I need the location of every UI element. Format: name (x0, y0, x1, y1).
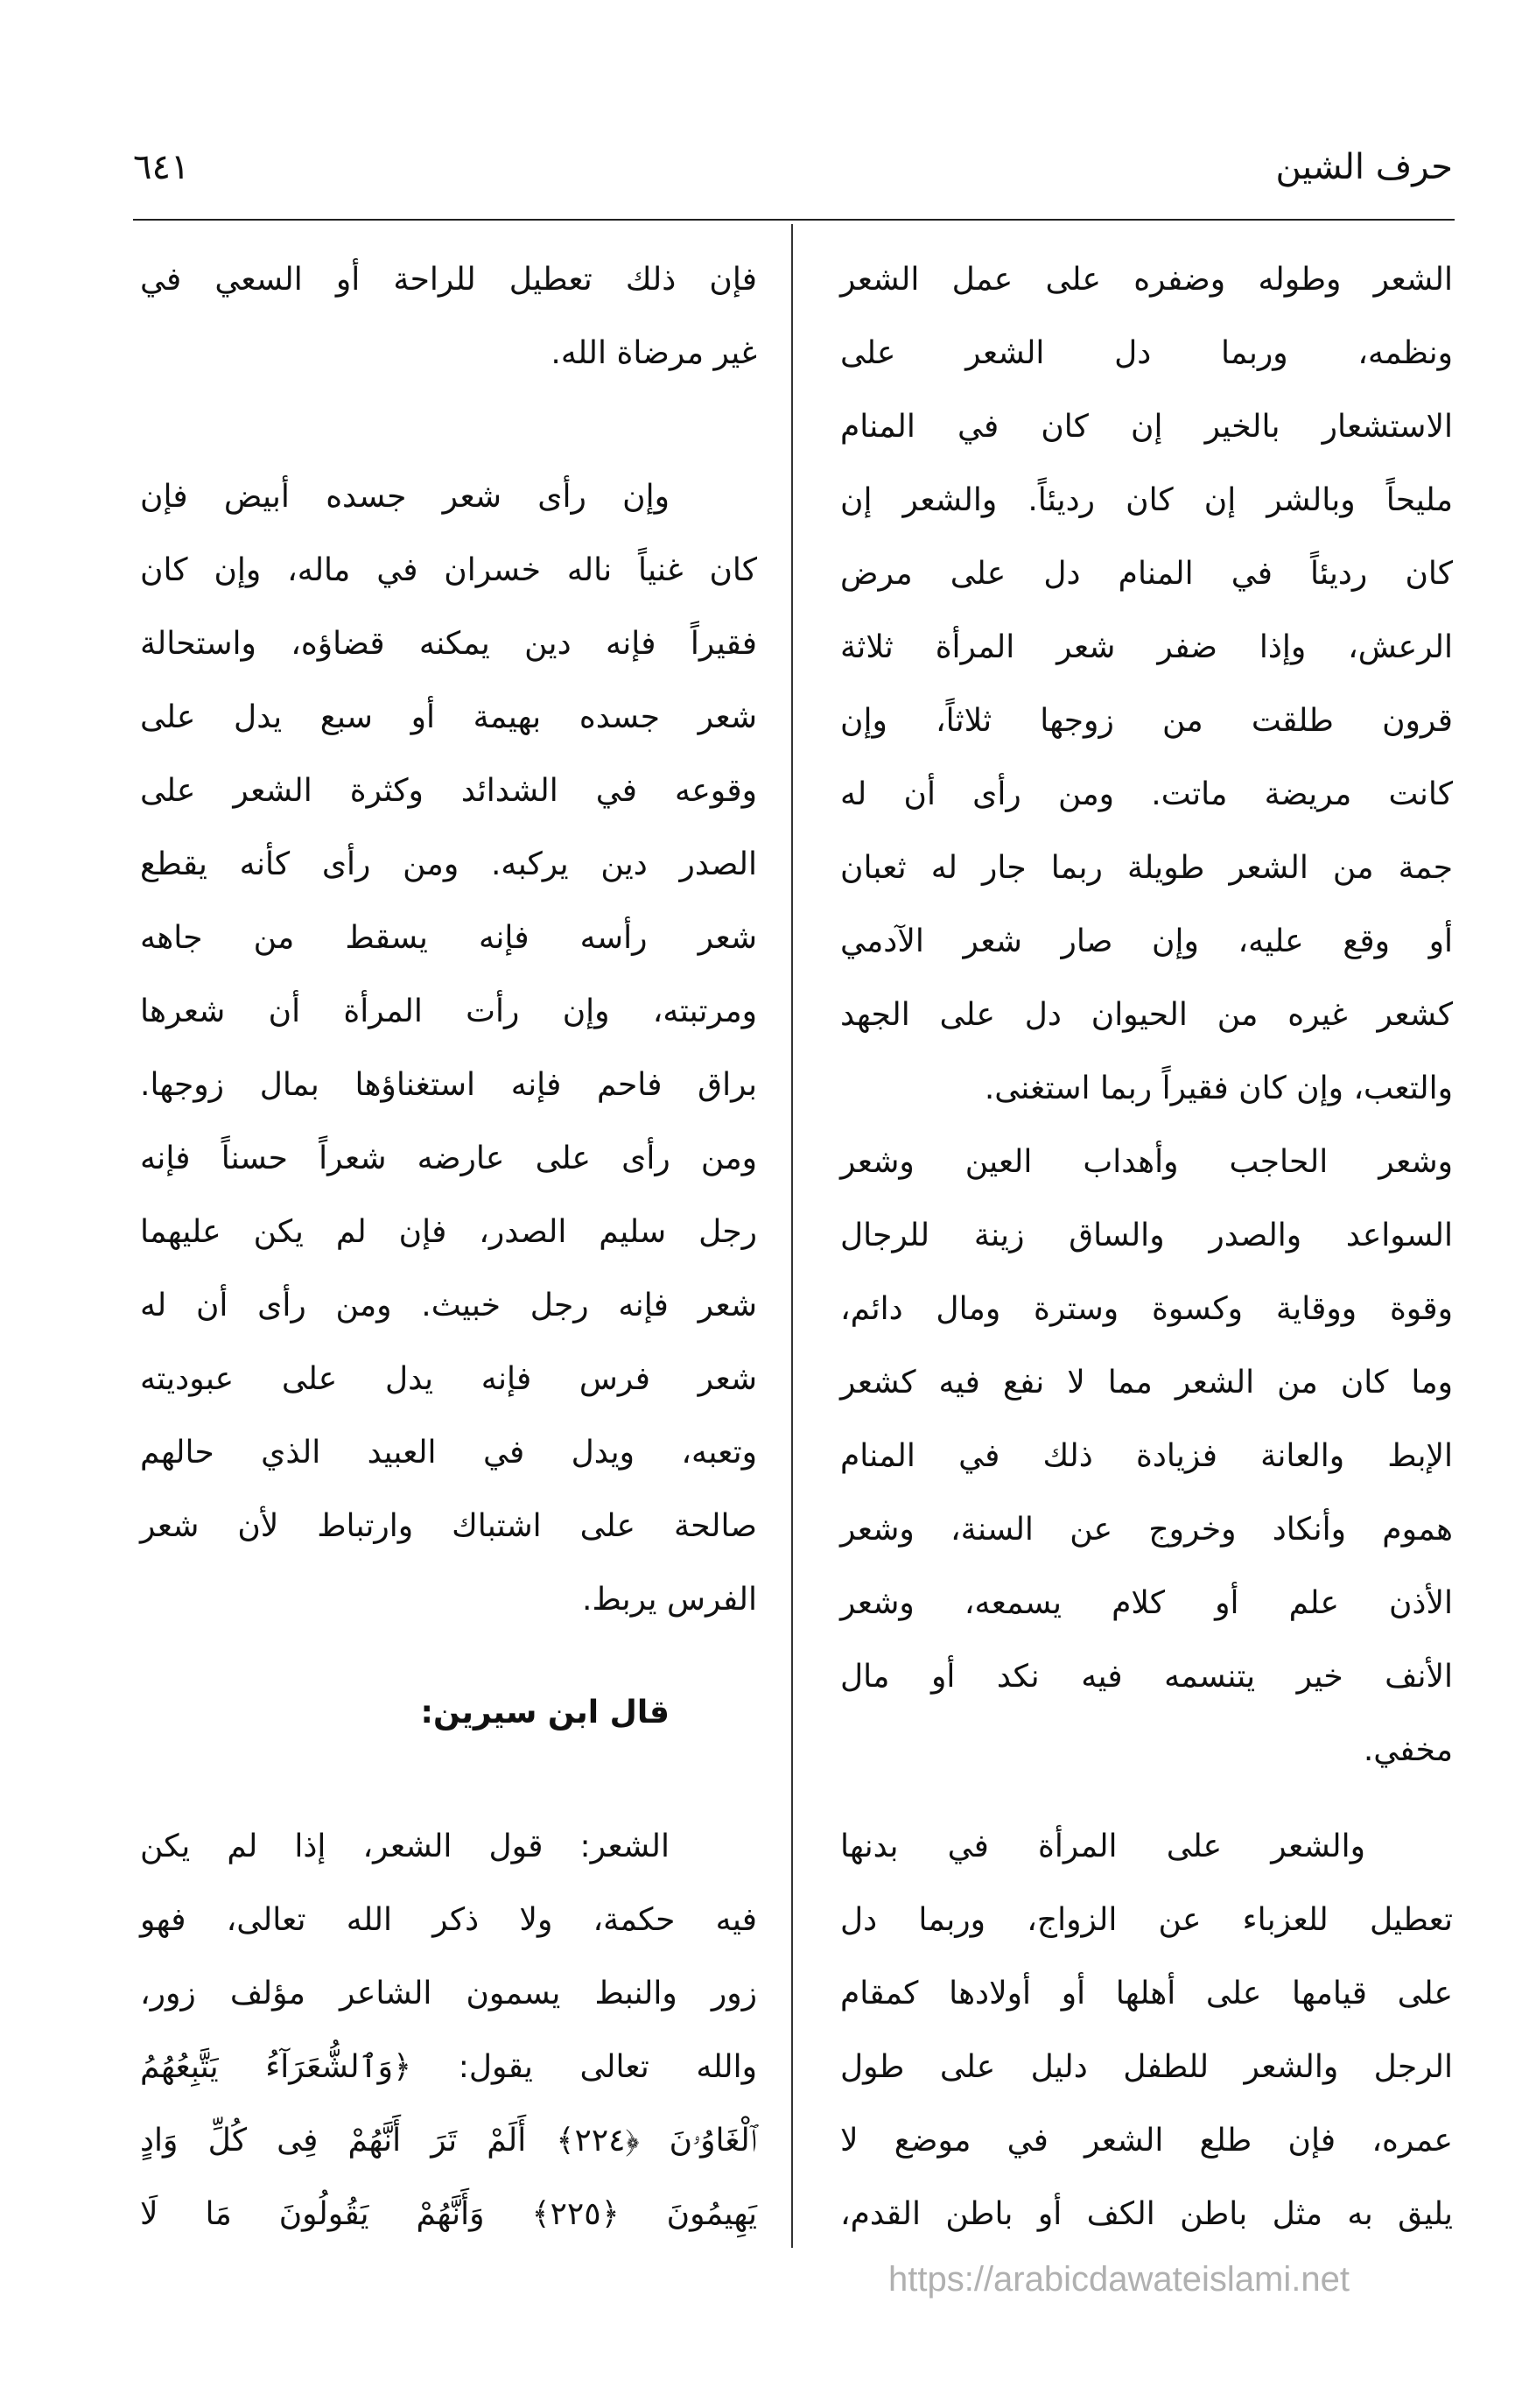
text-line: الفرس يربط. (582, 1582, 757, 1618)
text-line: صالحة على اشتباك وارتباط لأن شعر (140, 1508, 757, 1544)
paragraph (140, 1810, 757, 2251)
text-line: كانت مريضة ماتت. ومن رأى أن له (840, 776, 1453, 812)
text-line: الرجل والشعر للطفل دليل على طول (840, 2049, 1453, 2085)
text-line: تعطيل للعزباء عن الزواج، وربما دل (840, 1902, 1453, 1938)
text-line: براق فاحم فإنه استغناؤها بمال زوجها. (140, 1067, 757, 1103)
text-line: ومن رأى على عارضه شعراً حسناً فإنه (140, 1141, 757, 1176)
paragraph (840, 1810, 1453, 2251)
text-line: غير مرضاة الله. (551, 335, 757, 371)
text-line: هموم وأنكاد وخروج عن السنة، وشعر (840, 1512, 1453, 1548)
text-line: الأذن علم أو كلام يسمعه، وشعر (840, 1585, 1453, 1621)
text-line: يليق به مثل باطن الكف أو باطن القدم، (840, 2196, 1453, 2232)
column-divider (791, 224, 793, 2248)
text-line: الإبط والعانة فزيادة ذلك في المنام (840, 1438, 1453, 1474)
text-line: وتعبه، ويدل في العبيد الذي حالهم (140, 1435, 757, 1471)
text-line: وقوعه في الشدائد وكثرة الشعر على (140, 773, 757, 809)
text-line: مليحاً وبالشر إن كان رديئاً. والشعر إن (840, 482, 1453, 518)
text-line: قرون طلقت من زوجها ثلاثاً، وإن (840, 703, 1453, 739)
text-line: وشعر الحاجب وأهداب العين وشعر (840, 1144, 1453, 1180)
text-line: رجل سليم الصدر، فإن لم يكن عليهما (140, 1214, 757, 1250)
paragraph (140, 243, 757, 390)
text-line: يَهِيمُونَ ﴿٢٢٥﴾ وَأَنَّهُمْ يَقُولُونَ مَا لَا (140, 2196, 757, 2232)
text-line: والشعر على المرأة في بدنها (840, 1829, 1365, 1864)
text-line: وما كان من الشعر مما لا نفع فيه كشعر (840, 1365, 1453, 1401)
text-line: ونظمه، وربما دل الشعر على (840, 335, 1453, 371)
text-line: وإن رأى شعر جسده أبيض فإن (140, 479, 670, 515)
text-line: شعر رأسه فإنه يسقط من جاهه (140, 920, 757, 956)
text-line: والله تعالى يقول: ﴿وَٱلشُّعَرَآءُ يَتَّبِعُهُمُ (140, 2049, 757, 2085)
text-line: زور والنبط يسمون الشاعر مؤلف زور، (140, 1976, 757, 2011)
text-line: فإن ذلك تعطيل للراحة أو السعي في (140, 262, 757, 298)
text-line: شعر فإنه رجل خبيث. ومن رأى أن له (140, 1288, 757, 1323)
text-line: أو وقع عليه، وإن صار شعر الآدمي (840, 923, 1453, 959)
header-rule (133, 219, 1455, 221)
text-line: الشعر وطوله وضفره على عمل الشعر (840, 262, 1453, 298)
text-line: الأنف خير يتنسمه فيه نكد أو مال (840, 1659, 1453, 1695)
text-line: شعر فرس فإنه يدل على عبوديته (140, 1361, 757, 1397)
text-line: فقيراً فإنه دين يمكنه قضاؤه، واستحالة (140, 626, 757, 662)
text-line: مخفي. (1363, 1732, 1453, 1768)
text-line: ومرتبته، وإن رأت المرأة أن شعرها (140, 993, 757, 1029)
text-line: كان غنياً ناله خسران في ماله، وإن كان (140, 552, 757, 588)
running-header-title: حرف الشين (1275, 147, 1453, 187)
section-heading: قال ابن سيرين: (420, 1695, 670, 1731)
text-line: على قيامها على أهلها أو أولادها كمقام (840, 1976, 1453, 2011)
text-line: الاستشعار بالخير إن كان في المنام (840, 409, 1453, 445)
text-line: السواعد والصدر والساق زينة للرجال (840, 1218, 1453, 1253)
text-line: كشعر غيره من الحيوان دل على الجهد (840, 997, 1453, 1033)
page-number: ٦٤١ (133, 147, 190, 187)
text-line: عمره، فإن طلع الشعر في موضع لا (840, 2123, 1453, 2159)
text-line: الشعر: قول الشعر، إذا لم يكن (140, 1829, 670, 1864)
text-line: شعر جسده بهيمة أو سبع يدل على (140, 699, 757, 735)
text-line: كان رديئاً في المنام دل على مرض (840, 556, 1453, 592)
text-line: والتعب، وإن كان فقيراً ربما استغنى. (984, 1071, 1453, 1106)
text-line: جمة من الشعر طويلة ربما جار له ثعبان (840, 850, 1453, 886)
watermark-url: https://arabicdawateislami.net (888, 2260, 1350, 2299)
text-line: الصدر دين يركبه. ومن رأى كأنه يقطع (140, 846, 757, 882)
text-line: الرعش، وإذا ضفر شعر المرأة ثلاثة (840, 629, 1453, 665)
text-line: ٱلْغَاوُۥنَ ﴿٢٢٤﴾ أَلَمْ تَرَ أَنَّهُمْ فِى كُلِّ وَادٍ (140, 2123, 757, 2159)
section-heading-block (140, 1676, 757, 1750)
text-line: وقوة ووقاية وكسوة وسترة ومال دائم، (840, 1291, 1453, 1327)
paragraph (140, 460, 757, 1637)
paragraph (840, 243, 1453, 1787)
text-line: فيه حكمة، ولا ذكر الله تعالى، فهو (140, 1902, 757, 1938)
